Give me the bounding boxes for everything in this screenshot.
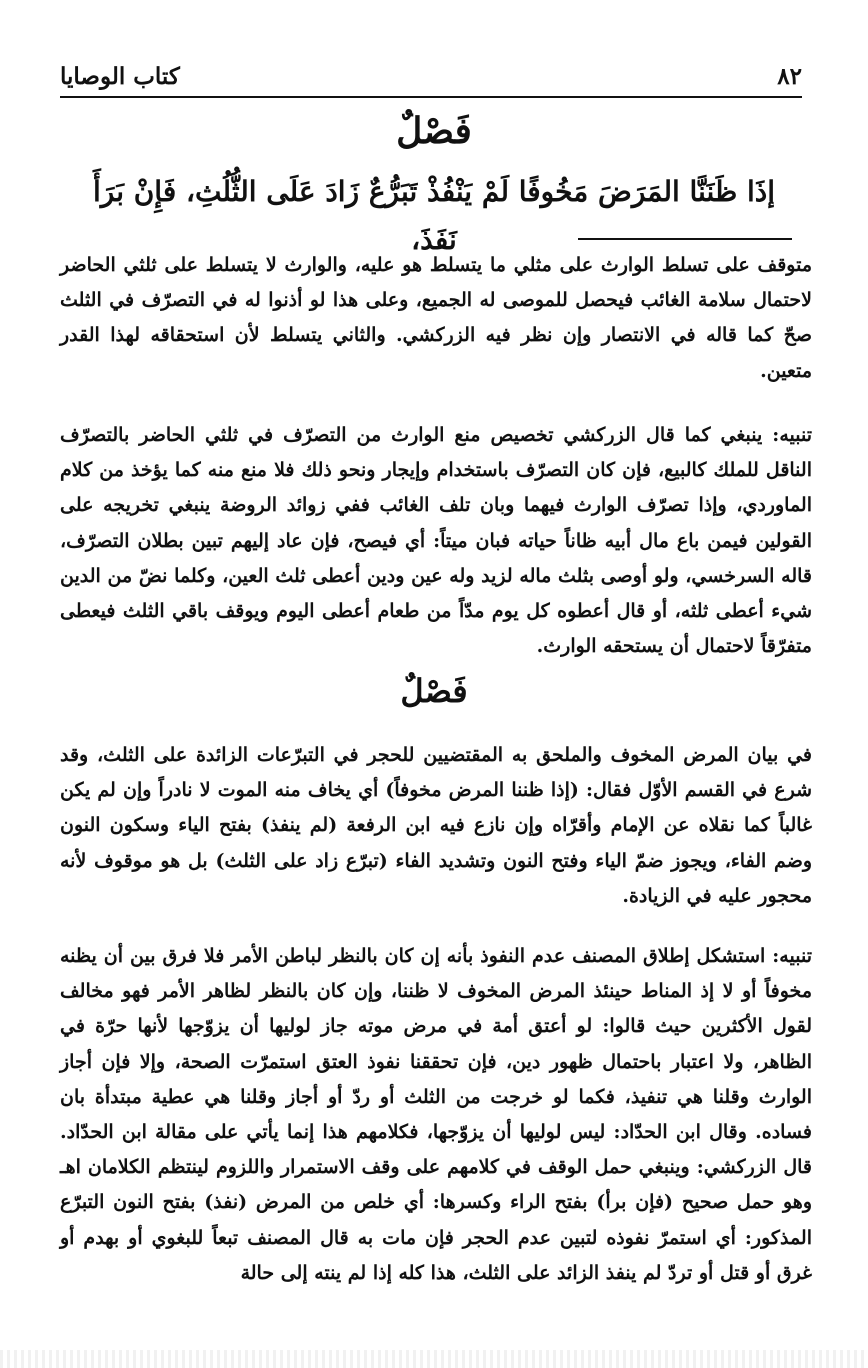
commentary-paragraph-2: تنبيه: ينبغي كما قال الزركشي تخصيص منع الوارث من التصرّف في ثلثي الحاضر بالتصرّف الناقل للملك كالبيع، فإن كان التصرّف باستخدام وإيجار ونحو ذلك فلا منع منه كما يؤخذ من كلام الماوردي، وإذا تصرّف الوارث فيهما وبان تلف الغائب ففي زوائد الروضة ينبغي تخريجه على القولين فيمن باع مال أبيه ظاناً حياته فبان ميتاً: أي فيصح، فإن عاد إليهم تبين بطلان التصرّف، قاله السرخسي، ولو أوصى بثلث ماله لزيد وله عين ودين أعطى ثلث العين، وكلما نضّ من الدين شيء أعطى ثلثه، أو قال أعطوه كل يوم مدّاً من طعام أعطى اليوم ويوقف باقي الثلث فيعطى متفرّقاً لاحتمال أن يستحقه الوارث. (60, 424, 812, 658)
page-header (60, 56, 802, 98)
page-number: ٨٢ (777, 63, 802, 90)
commentary-paragraph-1: متوقف على تسلط الوارث على مثلي ما يتسلط هو عليه، والوارث لا يتسلط على ثلثي الحاضر لاحتمال سلامة الغائب فيحصل للموصى له الجميع، وعلى هذا لو أذنوا له في التصرّف في الثلث صحّ كما قاله في الانتصار وإن نظر فيه الزركشي. والثاني يتسلط لأن استحقاقه لهذا القدر متعين. (60, 254, 812, 382)
section-heading-2: فَصْلٌ (400, 672, 468, 710)
scan-noise-strip (0, 1350, 868, 1368)
footnote-separator (578, 238, 792, 240)
commentary-paragraph-4: تنبيه: استشكل إطلاق المصنف عدم النفوذ بأنه إن كان بالنظر لباطن الأمر فلا فرق بين أن يظنه مخوفاً أو لا إذ المناط حينئذ المرض المخوف لا ظننا، وإن كان بالنظر لظاهر الأمر فهو مخالف لقول الأكثرين حيث قالوا: لو أعتق أمة في مرض موته جاز لوليها أن يزوّجها لأنها حرّة في الظاهر، ولا اعتبار باحتمال ظهور دين، فإن تحققنا نفوذ العتق استمرّت الصحة، وإلا فإن أجاز الوارث وقلنا هي تنفيذ، فكما لو خرجت من الثلث أو ردّ أو أجاز وقلنا هي عطية مبتدأة بان فساده. وقال ابن الحدّاد: ليس لوليها أن يزوّجها، فكلامهم هذا إنما يأتي على مقالة ابن الحدّاد. قال الزركشي: وينبغي حمل الوقف في كلامهم على وقف الاستمرار واللزوم لينتظم الكلامان اهـ وهو حمل صحيح (فإن برأ) بفتح الراء وكسرها: أي خلص من المرض (نفذ) بفتح النون التبرّع المذكور: أي استمرّ نفوذه لتبين عدم الحجر فإن مات به قال المصنف تبعاً للبغوي أو بهدم أو غرق أو قتل أو تردّ لم ينفذ الزائد على الثلث، هذا كله إذا لم ينته إلى حالة (60, 945, 812, 1284)
book-title: كتاب الوصايا (60, 63, 180, 90)
commentary-paragraph-3: في بيان المرض المخوف والملحق به المقتضيين للحجر في التبرّعات الزائدة على الثلث، وقد شرع في القسم الأوّل فقال: (إذا ظننا المرض مخوفاً) أي يخاف منه الموت لا نادراً وإن لم يكن غالباً كما نقلاه عن الإمام وأقرّاه وإن نازع فيه ابن الرفعة (لم ينفذ) بفتح الياء وسكون النون وضم الفاء، ويجوز ضمّ الياء وفتح النون وتشديد الفاء (تبرّع زاد على الثلث) بل هو موقوف لأنه محجور عليه في الزيادة. (60, 744, 812, 907)
matn-text: إذَا ظَنَنَّا المَرَضَ مَخُوفًا لَمْ يَنْفُذْ تَبَرُّعٌ زَادَ عَلَى الثُّلُثِ، فَإِنْ بَرَأَ نَفَذَ، (92, 175, 776, 256)
section-heading: فَصْلٌ (396, 110, 472, 152)
